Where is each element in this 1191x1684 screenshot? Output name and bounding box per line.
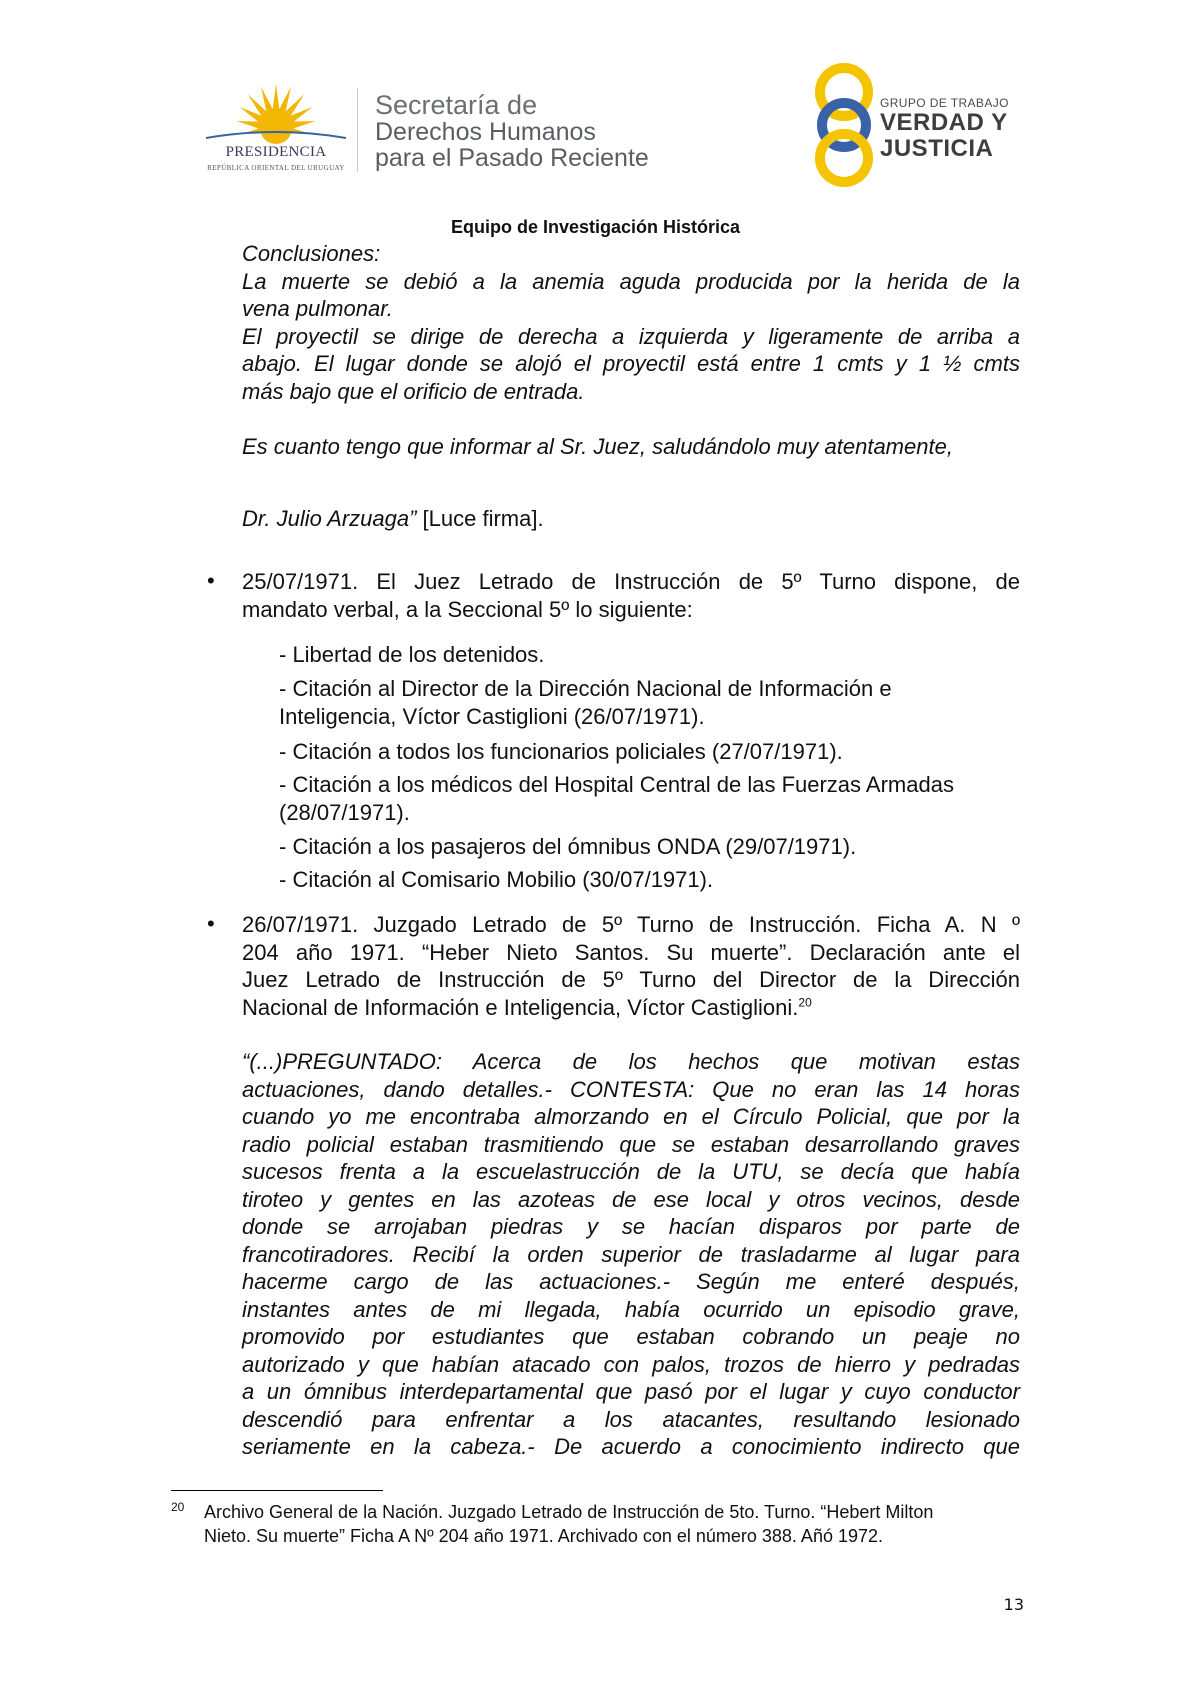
list-item: - Citación al Comisario Mobilio (30/07/1971). xyxy=(279,867,714,892)
text-line: - Citación a los médicos del Hospital Central de las Fuerzas Armadas xyxy=(279,772,954,797)
text-line: El proyectil se dirige de derecha a izquierda y ligeramente de arriba a xyxy=(242,323,1020,349)
footnote-separator xyxy=(171,1490,383,1491)
text-line: Nieto. Su muerte” Ficha A Nº 204 año 1971. Archivado con el número 388. Añó 1972. xyxy=(204,1526,884,1546)
text-line: Inteligencia, Víctor Castiglioni (26/07/1971). xyxy=(279,703,705,729)
bullet-marker: • xyxy=(207,568,215,593)
text-line: 204 año 1971. “Heber Nieto Santos. Su muerte”. Declaración ante el xyxy=(242,939,1020,965)
quote-line: tiroteo y gentes en las azoteas de ese local y otros vecinos, desde xyxy=(242,1186,1020,1212)
list-item: - Citación a todos los funcionarios policiales (27/07/1971). xyxy=(279,739,843,764)
secretaria-line-2: Derechos Humanos xyxy=(375,118,596,146)
quote-line: actuaciones, dando detalles.- CONTESTA: Que no eran las 14 horas xyxy=(242,1076,1020,1102)
conclusiones-heading: Conclusiones: xyxy=(242,241,381,266)
list-item: - Libertad de los detenidos. xyxy=(279,642,545,667)
signature-note: [Luce firma]. xyxy=(416,506,544,531)
text-line: abajo. El lugar donde se alojó el proyectil está entre 1 cmts y 1 ½ cmts xyxy=(242,351,1020,376)
text-line: La muerte se debió a la anemia aguda producida por la herida de la xyxy=(242,268,1020,294)
text-line: Juez Letrado de Instrucción de 5º Turno del Director de la Dirección xyxy=(242,967,1020,992)
quote-line: “(...)PREGUNTADO: Acerca de los hechos que motivan estas xyxy=(242,1049,1020,1074)
presidencia-subtitle: REPÚBLICA ORIENTAL DEL URUGUAY xyxy=(207,164,345,172)
bullet2-text xyxy=(242,911,1020,1021)
secretaria-line-1: Secretaría de xyxy=(375,90,538,120)
page-number: 13 xyxy=(1003,1595,1024,1614)
list-item xyxy=(279,675,1039,730)
text-line: más bajo que el orificio de entrada. xyxy=(242,378,585,404)
gtvj-subtitle: GRUPO DE TRABAJO xyxy=(880,96,1009,110)
quote-line: descendió para enfrentar a los atacantes, resultando lesionado xyxy=(242,1406,1020,1432)
text-line-content: Nacional de Información e Inteligencia, Víctor Castiglioni. xyxy=(242,994,799,1020)
quote-line: donde se arrojaban piedras y se hacían disparos por parte de xyxy=(242,1214,1020,1239)
section-heading: Equipo de Investigación Histórica xyxy=(450,217,741,237)
list-item: - Citación a los pasajeros del ómnibus ONDA (29/07/1971). xyxy=(279,834,857,859)
quote-line: francotiradores. Recibí la orden superior de trasladarme al lugar para xyxy=(242,1241,1020,1267)
header-divider xyxy=(357,88,358,172)
quote-line: hacerme cargo de las actuaciones.- Según me enteré después, xyxy=(242,1269,1020,1294)
text-line: (28/07/1971). xyxy=(279,799,410,825)
secretaria-logo-text xyxy=(375,92,649,171)
gtvj-title-line-1: VERDAD Y xyxy=(880,109,1008,136)
quote-line: seriamente en la cabeza.- De acuerdo a conocimiento indirecto que xyxy=(242,1434,1020,1459)
text-line: 26/07/1971. Juzgado Letrado de 5º Turno de Instrucción. Ficha A. N º xyxy=(242,912,1020,937)
quote-block xyxy=(242,1048,1020,1461)
presidencia-logo xyxy=(198,82,354,182)
quote-line: promovido por estudiantes que estaban cobrando un peaje no xyxy=(242,1324,1020,1349)
bullet-marker: • xyxy=(207,911,215,936)
quote-line: autorizado y que habían atacado con palos, trozos de hierro y pedradas xyxy=(242,1351,1020,1377)
signature-name: Dr. Julio Arzuaga” xyxy=(242,506,417,531)
text-line: Archivo General de la Nación. Juzgado Letrado de Instrucción de 5to. Turno. “Hebert Milton xyxy=(204,1502,934,1522)
quote-line: cuando yo me encontraba almorzando en el Círculo Policial, que por la xyxy=(242,1104,1020,1129)
text-line xyxy=(242,994,1020,1022)
closing-line: Es cuanto tengo que informar al Sr. Juez, saludándolo muy atentamente, xyxy=(242,434,953,459)
text-line: vena pulmonar. xyxy=(242,296,393,321)
sun-emblem-icon xyxy=(198,82,354,146)
gtvj-title xyxy=(880,110,1008,162)
bullet1-text xyxy=(242,568,1020,623)
quote-line: instantes antes de mi llegada, había ocurrido un episodio grave, xyxy=(242,1296,1020,1322)
presidencia-label: PRESIDENCIA xyxy=(225,144,327,160)
list-item xyxy=(279,771,1039,826)
signature-line xyxy=(242,505,1020,533)
secretaria-line-3: para el Pasado Reciente xyxy=(375,144,649,172)
text-line: - Citación al Director de la Dirección Nacional de Información e xyxy=(279,676,892,701)
quote-line: radio policial estaban trasmitiendo que se estaban desarrollando graves xyxy=(242,1131,1020,1157)
text-line: mandato verbal, a la Seccional 5º lo siguiente: xyxy=(242,596,693,622)
page-header xyxy=(0,0,1191,210)
conclusiones-block xyxy=(242,240,1020,405)
footnote-reference[interactable]: 20 xyxy=(798,995,812,1010)
gtvj-title-line-2: JUSTICIA xyxy=(880,135,994,162)
footnote-number: 20 xyxy=(171,1500,185,1514)
quote-line: sucesos frenta a la escuelastrucción de la UTU, se decía que había xyxy=(242,1159,1020,1184)
footnote-text xyxy=(204,1500,1022,1548)
quote-line: a un ómnibus interdepartamental que pasó por el lugar y cuyo conductor xyxy=(242,1379,1020,1404)
text-line: 25/07/1971. El Juez Letrado de Instrucción de 5º Turno dispone, de xyxy=(242,569,1020,594)
